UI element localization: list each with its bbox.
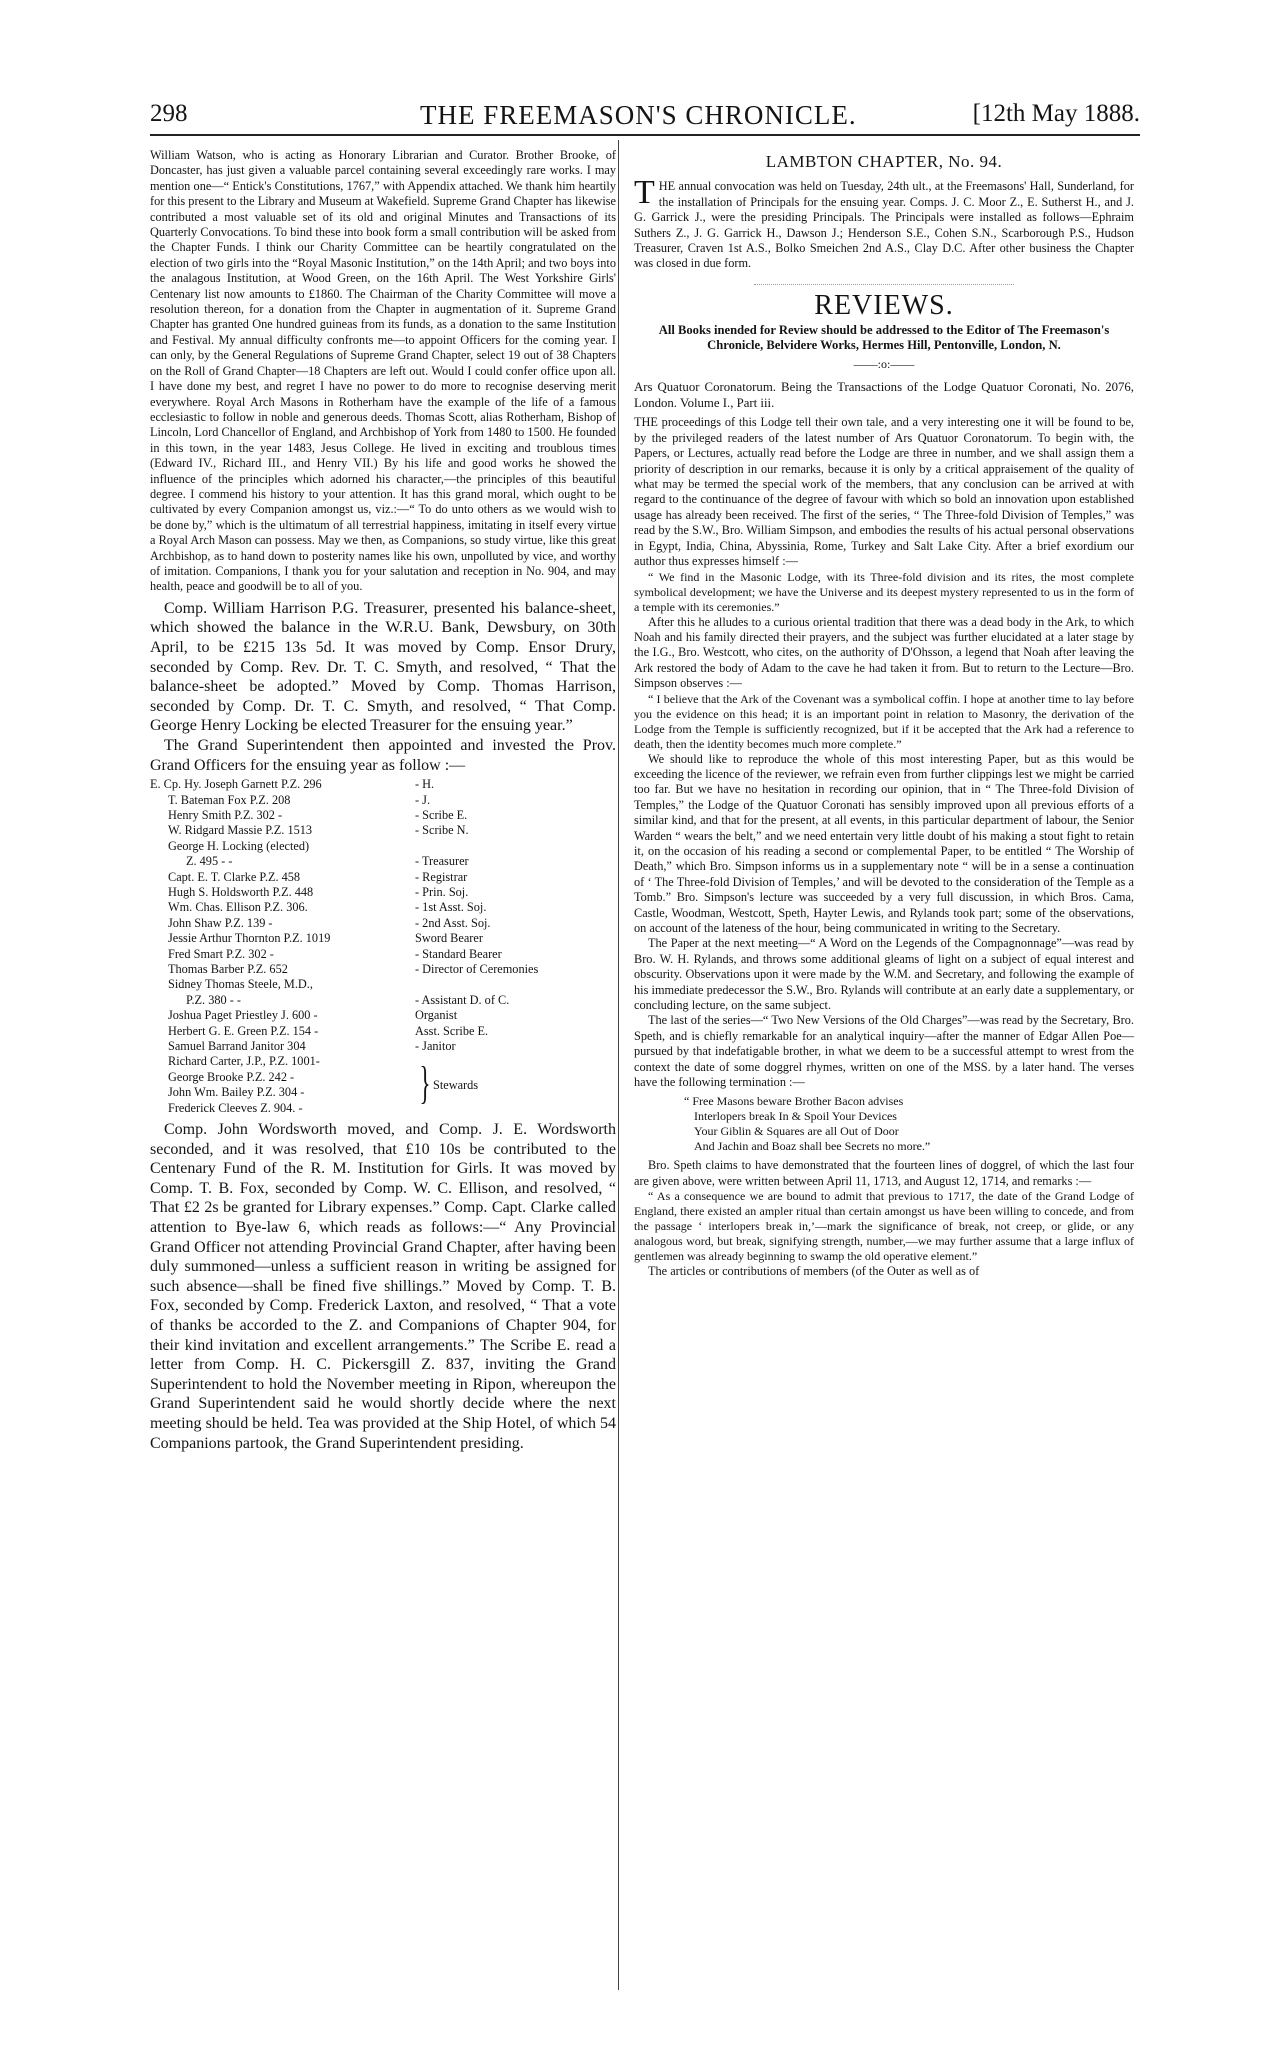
officer-office	[415, 839, 616, 854]
officer-row	[150, 962, 616, 977]
officer-name: P.Z. 380 - -	[186, 992, 241, 1007]
officer-row	[150, 839, 616, 854]
review-paragraph: The articles or contributions of members (of the Outer as well as of	[648, 1264, 980, 1279]
officer-office: - H.	[415, 777, 435, 792]
steward-name: John Wm. Bailey P.Z. 304 -	[168, 1085, 305, 1100]
review-paragraph: After this he alludes to a curious oriental tradition that there was a dead body in the Ark, to which Noah and his family directed their prayers, and the subject was further elucidated at a later stage by the I.G., Bro. Westcott, who cites, on the authority of D'Ohsson, a legend that Noah after leaving the Ark restored the body of Adam to the cave he had taken it from. But to return to the Lecture—Bro. Simpson observes :—	[634, 614, 1134, 691]
verse-line: And Jachin and Boaz shall bee Secrets no more.”	[694, 1139, 931, 1154]
officer-name: Z. 495 - -	[186, 854, 233, 869]
officer-row	[150, 885, 616, 900]
reviews-notice: All Books inended for Review should be addressed to the Editor of The Freemason's Chronicle, Belvidere Works, Hermes Hill, Pentonville, London, N.	[658, 323, 1110, 353]
officer-name: Fred Smart P.Z. 302 -	[168, 946, 274, 961]
officer-office: - Treasurer	[415, 854, 469, 869]
section-divider	[754, 284, 1014, 286]
stewards-label: Stewards	[433, 1077, 479, 1092]
review-paragraph: Bro. Speth claims to have demonstrated that the fourteen lines of doggrel, of which the last four are given above, were written between April 11, 1713, and August 12, 1714, and remarks :—	[634, 1158, 1134, 1188]
officer-office: - Director of Ceremonies	[415, 962, 539, 976]
officer-office: - Janitor	[415, 1039, 456, 1054]
closing-motions: Comp. John Wordsworth moved, and Comp. J. E. Wordsworth seconded, and it was resolved, that £10 10s be contributed to the Centenary Fund of the R. M. Institution for Girls. It was moved by Comp. T. B. Fox, seconded by Comp. W. C. Ellison, and resolved, “ That £2 2s be granted for Library expenses.” Comp. Capt. Clarke called attention to Bye-law 6, which reads as follows:—“ Any Provincial Grand Officer not attending Provincial Grand Chapter, after having been duly summoned—unless a sufficient reason in writing be assigned for such absence—shall be fined five shillings.” Moved by Comp. T. B. Fox, seconded by Comp. Frederick Laxton, and resolved, “ That a vote of thanks be accorded to the Z. and Companions of Chapter 904, for their kind invitation and excellent arrangements.” The Scribe E. read a letter from Comp. H. C. Pickersgill Z. 837, inviting the Grand Superintendent to hold the November meeting in Ripon, whereupon the Grand Superintendent said he would shortly decide where the next meeting should be held. Tea was provided at the Ship Hotel, of which 54 Companions partook, the Grand Superintendent presiding.	[150, 1121, 616, 1452]
officer-row	[150, 808, 616, 823]
officer-row	[150, 916, 616, 931]
officer-row	[150, 777, 616, 792]
left-column	[150, 148, 616, 1453]
officer-name: Hugh S. Holdsworth P.Z. 448	[168, 884, 314, 899]
review-quote: “ I believe that the Ark of the Covenant was a symbolical coffin. I hope at another time to lay before you the evidence on this head; it is an important point in relation to Masonry, the derivation of the Lodge from the Temple is sufficiently recognized, but if it be accepted that the Ark had a reference to death, then the identity becomes much more complete.”	[634, 691, 1134, 751]
verse-block	[634, 1094, 1134, 1154]
officer-office: - Scribe E.	[415, 807, 468, 822]
officer-name: T. Bateman Fox P.Z. 208	[168, 792, 291, 807]
stewards-names	[168, 1054, 415, 1116]
review-quote: “ As a consequence we are bound to admit that previous to 1717, the date of the Grand Lodge of England, there existed an ampler ritual than certain amongst us have been willing to concede, and from the passage ‘ interlopers break in,’—mark the significance of break, not creep, or glide, or any analogous word, but break, signifying strength, number,—we may further assume that a large influx of gentlemen was already beginning to swamp the old operative element.”	[634, 1189, 1134, 1264]
column-rule	[618, 140, 619, 1990]
review-paragraph: The last of the series—“ Two New Versions of the Old Charges”—was read by the Secretary, Bro. Speth, and is chiefly remarkable for an analytical inquiry—after the manner of Edgar Allen Poe—pursued by that indefatigable brother, in what we deem to be a successful attempt to wrest from the context the date of some doggrel rhymes, written on one of the MSS. by a later hand. The verses have the following termination :—	[634, 1013, 1134, 1090]
officer-row	[150, 1039, 616, 1054]
officer-name: John Shaw P.Z. 139 -	[168, 915, 273, 930]
officer-row	[150, 823, 616, 838]
lambton-report	[634, 174, 1134, 271]
officer-row	[150, 1024, 616, 1039]
steward-name: Frederick Cleeves Z. 904. -	[168, 1100, 303, 1115]
officers-list	[150, 777, 616, 1116]
officer-office: Asst. Scribe E.	[415, 1023, 489, 1038]
superintendent-appointments: The Grand Superintendent then appointed and invested the Prov. Grand Officers for the ensuing year as follow :—	[150, 736, 616, 774]
notice-ornament: ——:o:——	[853, 357, 915, 372]
drop-cap: T	[634, 174, 655, 212]
officer-name: Herbert G. E. Green P.Z. 154 -	[168, 1023, 319, 1038]
brace-symbol: }	[419, 1057, 431, 1109]
officer-row	[150, 947, 616, 962]
officer-row	[150, 793, 616, 808]
address-continuation: William Watson, who is acting as Honorary Librarian and Curator. Brother Brooke, of Doncaster, has just given a valuable parcel containing several exceedingly rare works. I may mention one—“ Entick's Constitutions, 1767,” with Appendix attached. We thank him heartily for this present to the Library and Museum at Wakefield. Supreme Grand Chapter has likewise contributed a most valuable set of its old and original Minutes and Transactions of its Quarterly Convocations. To bind these into book form a small contribution will be asked from the Chapter Funds. I think our Charity Committee can be heartily congratulated on the election of two girls into the “Royal Masonic Institution,” on the 14th April; and two boys into the analagous Institution, at Wood Green, on the 16th April. The West Yorkshire Girls' Centenary list now amounts to £1860. The Chairman of the Charity Committee will move a resolution thereon, for a donation from the Chapter in augmentation of it. Supreme Grand Chapter has granted One hundred guineas from its funds, as a donation to the same Institution and Festival. My annual difficulty confronts me—to appoint Officers for the coming year. I can only, by the General Regulations of Supreme Grand Chapter, select 19 out of 38 Chapters on the Roll of Grand Chapter—18 Chapters are left out. Would I could confer office upon all. I have done my best, and regret I have no power to do more to recognise deserving merit everywhere. Royal Arch Masons in Rotherham have the example of the life of a famous ecclesiastic to follow in noble and generous deeds. Thomas Scott, alias Rotherham, Bishop of Lincoln, Lord Chancellor of England, and Archbishop of York from 1480 to 1500. He founded in this town, in the year 1483, Jesus College. He lived in exciting and troublous times (Edward IV., Richard III., and Henry VII.) By his life and good works he showed the influence of the principles which adorned his character,—the principles of this beautiful degree. I commend his history to your attention. It has this grand moral, which ought to be cultivated by every Companion amongst us, viz.:—“ To do unto others as we would wish to be done by,” which is the ultimatum of all terrestrial happiness, imitating in itself every virtue a Royal Arch Mason can possess. May we then, as Companions, so study virtue, like this great Archbishop, as to hand down to posterity names like his own, unpolluted by vice, and worthy of imitation. Companions, I thank you for your salutation and reception in No. 904, and may health, peace and goodwill be to all of you.	[150, 148, 616, 594]
masthead	[150, 100, 1140, 136]
officer-office: - Standard Bearer	[415, 946, 502, 961]
officer-office: Organist	[415, 1008, 458, 1023]
verse-line: Interlopers break In & Spoil Your Devices	[694, 1109, 897, 1124]
officer-name: George H. Locking (elected)	[168, 838, 310, 853]
officer-name: Jessie Arthur Thornton P.Z. 1019	[168, 931, 331, 946]
officer-row	[150, 993, 616, 1008]
verse-line: “ Free Masons beware Brother Bacon advises	[684, 1094, 904, 1109]
review-quote: “ We find in the Masonic Lodge, with its Three-fold division and its rites, the most complete symbolical development; we have the Universe and its deepest mystery represented to us in the form of a temple with its ceremonies.”	[634, 569, 1134, 614]
stewards-group	[150, 1054, 616, 1116]
officer-name: Wm. Chas. Ellison P.Z. 306.	[168, 900, 308, 915]
officer-name: W. Ridgard Massie P.Z. 1513	[168, 823, 313, 838]
page-number: 298	[150, 100, 188, 127]
officer-row	[150, 931, 616, 946]
officer-row	[150, 1008, 616, 1023]
officer-name: Thomas Barber P.Z. 652	[168, 962, 288, 976]
officer-office: - 2nd Asst. Soj.	[415, 915, 491, 930]
officer-office: - J.	[415, 792, 431, 807]
book-title: Ars Quatuor Coronatorum. Being the Transactions of the Lodge Quatuor Coronati, No. 2076, London. Volume I., Part iii.	[634, 380, 1134, 410]
officer-row	[150, 854, 616, 869]
review-paragraph: We should like to reproduce the whole of this most interesting Paper, but as this would be exceeding the licence of the reviewer, we refrain even from further clippings lest we might be carried too far. But we have no hesitation in recording our opinion, that in “ The Three-fold Division of Temples,” the Lodge of the Quatuor Coronati has sensibly improved upon all previous efforts of a similar kind, and that for the present, at all events, in this particular department of labour, the Senior Warden “ wears the belt,” and we need entertain very little doubt of his making a stout fight to retain it, on the occasion of his reading a second or complemental Paper, to be entitled “ The Worship of Death,” which Bro. Simpson informs us in a supplementary note “ will be in a sense a continuation of ‘ The Three-fold Division of Temples,’ and will be devoted to the consideration of the Temple as a Tomb.” Bro. Simpson's lecture was succeeded by a very full discussion, in which Bros. Cama, Castle, Woodman, Westcott, Speth, Hayter Lewis, and Rylands took part; some of the observations, on account of the lateness of the hour, being communicated in writing to the Secretary.	[634, 751, 1134, 935]
review-paragraph: THE proceedings of this Lodge tell their own tale, and a very interesting one it will be found to be, by the privileged readers of the latest number of Ars Quatuor Coronatorum. To begin with, the Papers, or Lectures, actually read before the Lodge are three in number, and we shall assign them a priority of description in our remarks, because it is only by a critical appraisement of the quality of what may be termed the special work of the members, that any conclusion can be arrived at with regard to the continuance of the degree of favour with which so bold an innovation upon established usage has already been received. The first of the series, “ The Three-fold Division of Temples,” was read by the S.W., Bro. William Simpson, and embodies the results of his actual personal observations in Egypt, India, China, Abyssinia, Rome, Turkey and Salt Lake City. After a brief exordium our author thus expresses himself :—	[634, 415, 1134, 569]
steward-name: Richard Carter, J.P., P.Z. 1001-	[168, 1054, 320, 1069]
officer-office: - Scribe N.	[415, 823, 469, 838]
review-paragraph: The Paper at the next meeting—“ A Word on the Legends of the Compagnonnage”—was read by Bro. W. H. Rylands, and throws some additional gleams of light on a subject of equal interest and obscurity. Observations upon it were made by the W.M. and Secretary, and following the example of his immediate predecessor the S.W., Bro. Rylands will contribute at an early date a supplementary, or concluding lecture, on the same subject.	[634, 936, 1134, 1013]
officer-name: Joshua Paget Priestley J. 600 -	[168, 1008, 318, 1023]
officer-office: - Assistant D. of C.	[415, 992, 510, 1007]
lambton-text: HE annual convocation was held on Tuesday, 24th ult., at the Freemasons' Hall, Sunderland, for the installation of Principals for the ensuing year. Comps. J. C. Moor Z., E. Sutherst H., and J. G. Garrick J., were the presiding Principals. The Principals were installed as follows—Ephraim Suthers Z., J. G. Garrick H., Dawson J.; Henderson S.E., Cohen S.N., Scarborough P.S., Hudson Treasurer, Craven 1st A.S., Bolko Smeichen 2nd A.S., Clay D.C. After other business the Chapter was closed in due form.	[634, 179, 1134, 271]
officer-row	[150, 977, 616, 992]
officer-name: Samuel Barrand Janitor 304	[168, 1039, 306, 1054]
officer-row	[150, 900, 616, 915]
officer-name: Sidney Thomas Steele, M.D.,	[168, 977, 313, 992]
steward-name: George Brooke P.Z. 242 -	[168, 1069, 295, 1084]
issue-date: [12th May 1888.	[972, 100, 1140, 127]
treasurer-report: Comp. William Harrison P.G. Treasurer, presented his balance-sheet, which showed the balance in the W.R.U. Bank, Dewsbury, on 30th April, to be £215 13s 5d. It was moved by Comp. Ensor Drury, seconded by Comp. Rev. Dr. T. C. Smyth, and resolved, “ That the balance-sheet be adopted.” Moved by Comp. Thomas Harrison, seconded by Comp. Dr. T. C. Smyth, and resolved, “ That Comp. George Henry Locking be elected Treasurer for the ensuing year.”	[150, 599, 616, 735]
officer-name: Capt. E. T. Clarke P.Z. 458	[168, 869, 301, 884]
publication-title: THE FREEMASON'S CHRONICLE.	[420, 100, 857, 130]
verse-line: Your Giblin & Squares are all Out of Door	[694, 1124, 899, 1139]
reviews-heading: REVIEWS.	[814, 289, 954, 321]
officer-office: Sword Bearer	[415, 931, 483, 946]
officer-name: E. Cp. Hy. Joseph Garnett P.Z. 296	[150, 777, 322, 792]
officer-office: - 1st Asst. Soj.	[415, 900, 487, 915]
officer-office	[415, 977, 616, 992]
officer-office: - Prin. Soj.	[415, 884, 469, 899]
officer-office: - Registrar	[415, 869, 468, 884]
officer-row	[150, 870, 616, 885]
officer-name: Henry Smith P.Z. 302 -	[168, 807, 283, 822]
right-column	[634, 148, 1134, 1280]
lambton-heading: LAMBTON CHAPTER, No. 94.	[765, 152, 1003, 171]
